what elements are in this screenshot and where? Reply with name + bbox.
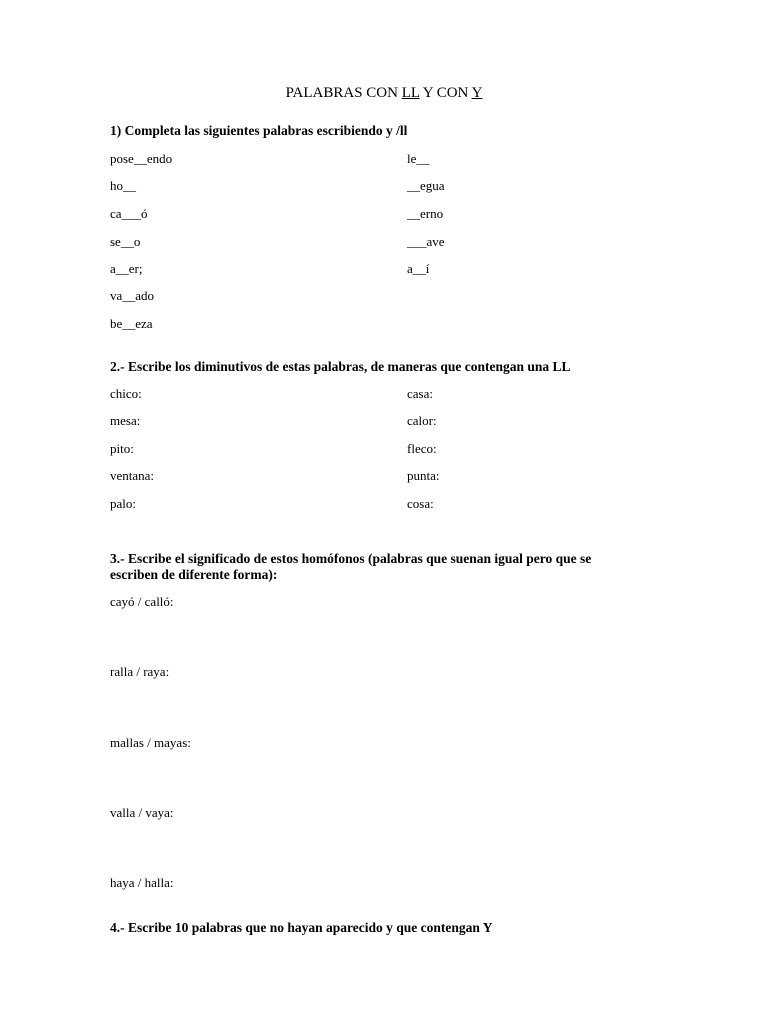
section3-item: valla / vaya:: [110, 805, 174, 820]
section3-item: haya / halla:: [110, 875, 174, 890]
section1-right-item: le__: [407, 151, 430, 166]
section2-right-item: punta:: [407, 468, 440, 483]
section3-heading-line2: escriben de diferente forma):: [110, 567, 278, 582]
section2-left-item: pito:: [110, 441, 134, 456]
page-title: [0, 85, 768, 102]
section1-left-item: ca___ó: [110, 206, 148, 221]
section1-left-item: a__er;: [110, 261, 143, 276]
section1-left-item: se__o: [110, 234, 141, 249]
section1-left-item: pose__endo: [110, 151, 173, 166]
section1-right-item: a__í: [407, 261, 430, 276]
title-ll: LL: [401, 85, 420, 101]
section3-item: mallas / mayas:: [110, 735, 191, 750]
section2-right-item: casa:: [407, 386, 433, 401]
section2-left-item: ventana:: [110, 468, 155, 483]
section3-heading-line1: 3.- Escribe el significado de estos homófonos (palabras que suenan igual pero que se: [110, 551, 592, 566]
section2-right-item: cosa:: [407, 496, 434, 511]
section2-right-item: calor:: [407, 413, 437, 428]
section1-left-item: va__ado: [110, 288, 155, 303]
section1-right-item: ___ave: [407, 234, 445, 249]
section1-heading: 1) Completa las siguientes palabras escribiendo y /ll: [110, 123, 408, 138]
title-prefix: PALABRAS CON: [285, 85, 402, 101]
section4-heading: 4.- Escribe 10 palabras que no hayan aparecido y que contengan Y: [110, 920, 493, 935]
title-y: Y: [471, 85, 483, 101]
section2-left-item: palo:: [110, 496, 136, 511]
section2-left-item: mesa:: [110, 413, 141, 428]
section2-left-item: chico:: [110, 386, 142, 401]
section2-right-item: fleco:: [407, 441, 437, 456]
section3-item: ralla / raya:: [110, 664, 170, 679]
section1-left-item: ho__: [110, 178, 136, 193]
section1-left-item: be__eza: [110, 316, 153, 331]
section2-heading: 2.- Escribe los diminutivos de estas palabras, de maneras que contengan una LL: [110, 359, 571, 374]
section1-right-item: __erno: [407, 206, 444, 221]
section3-item: cayó / calló:: [110, 594, 174, 609]
section1-right-item: __egua: [407, 178, 445, 193]
title-middle: Y CON: [419, 85, 472, 101]
